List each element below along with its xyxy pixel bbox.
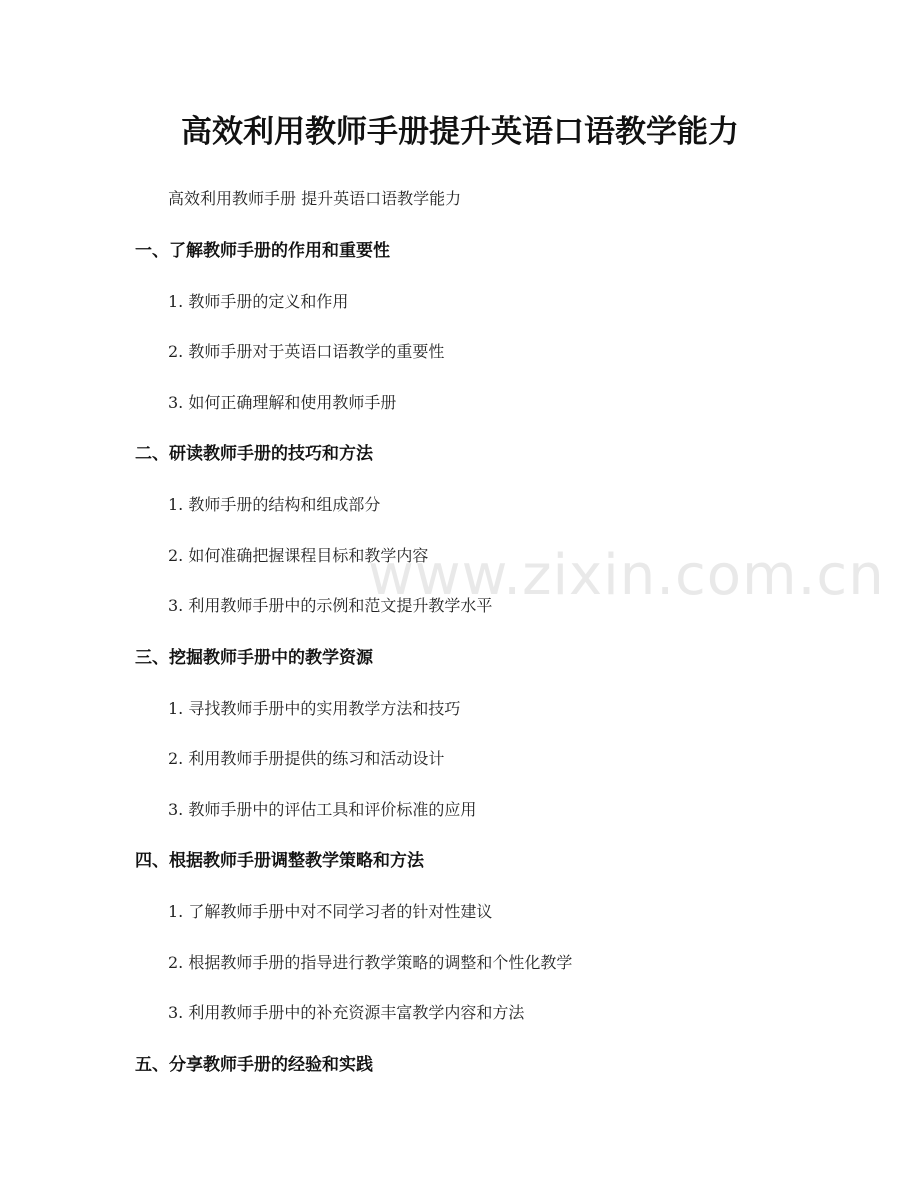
- section-heading-4: 四、根据教师手册调整教学策略和方法: [135, 851, 424, 871]
- page-title: 高效利用教师手册提升英语口语教学能力: [181, 114, 739, 150]
- list-item: 3. 利用教师手册中的示例和范文提升教学水平: [168, 596, 493, 615]
- list-item: 2. 教师手册对于英语口语教学的重要性: [168, 342, 445, 361]
- list-item: 1. 教师手册的定义和作用: [168, 292, 349, 311]
- list-item: 3. 如何正确理解和使用教师手册: [168, 393, 397, 412]
- list-item: 3. 利用教师手册中的补充资源丰富教学内容和方法: [168, 1003, 525, 1022]
- section-heading-1: 一、了解教师手册的作用和重要性: [135, 241, 390, 261]
- list-item: 2. 根据教师手册的指导进行教学策略的调整和个性化教学: [168, 953, 573, 972]
- list-item: 1. 寻找教师手册中的实用教学方法和技巧: [168, 699, 461, 718]
- list-item: 1. 教师手册的结构和组成部分: [168, 495, 381, 514]
- list-item: 3. 教师手册中的评估工具和评价标准的应用: [168, 800, 477, 819]
- list-item: 2. 如何准确把握课程目标和教学内容: [168, 546, 429, 565]
- section-heading-2: 二、研读教师手册的技巧和方法: [135, 444, 373, 464]
- list-item: 1. 了解教师手册中对不同学习者的针对性建议: [168, 902, 493, 921]
- section-heading-5: 五、分享教师手册的经验和实践: [135, 1055, 373, 1075]
- watermark: www.zixin.com.cn: [368, 543, 885, 608]
- subtitle: 高效利用教师手册 提升英语口语教学能力: [168, 189, 462, 208]
- section-heading-3: 三、挖掘教师手册中的教学资源: [135, 648, 373, 668]
- list-item: 2. 利用教师手册提供的练习和活动设计: [168, 749, 445, 768]
